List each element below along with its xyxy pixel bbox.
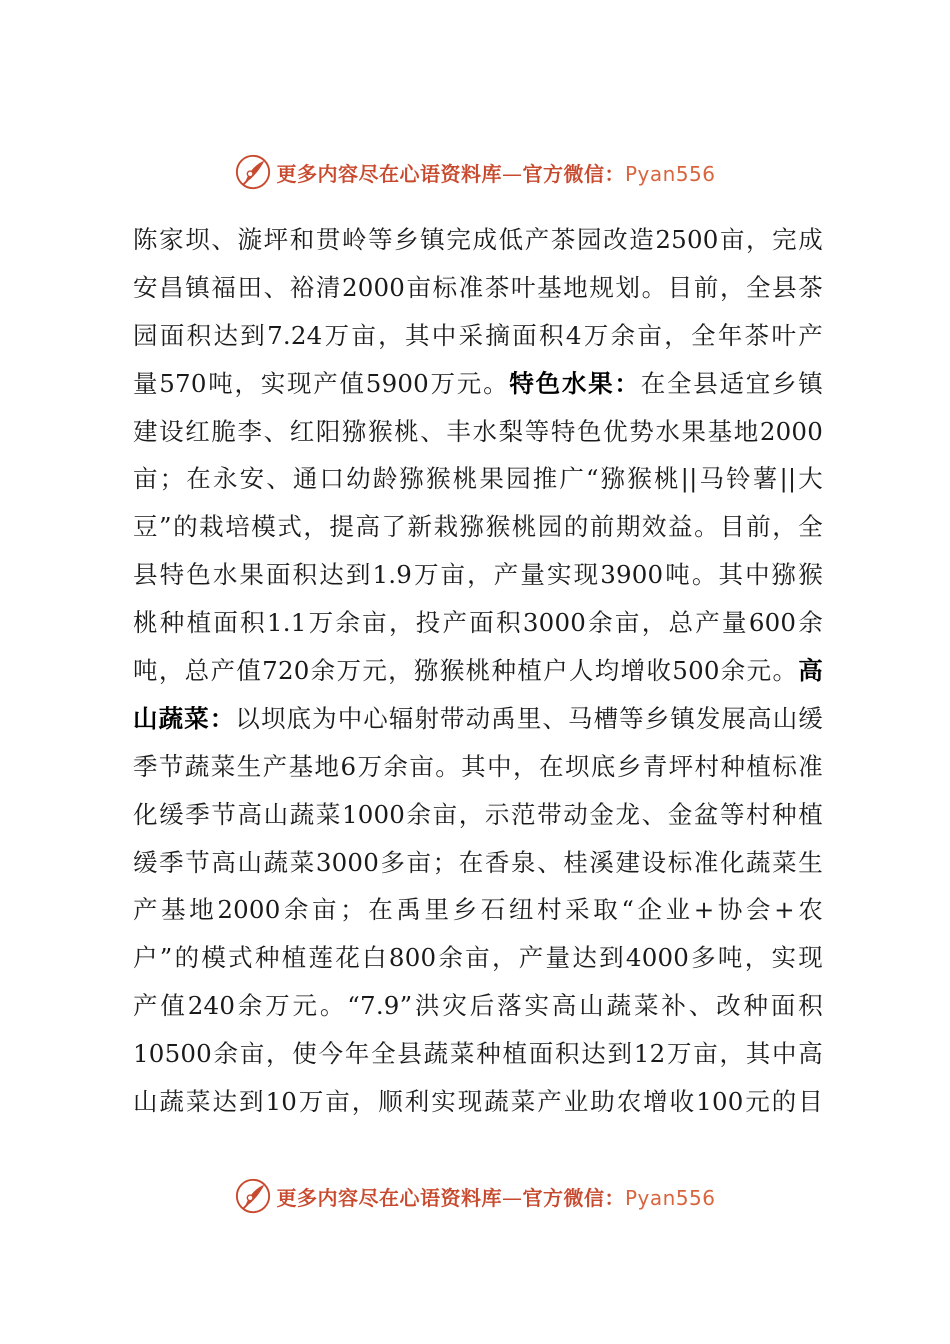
watermark-text-bottom xyxy=(276,1182,715,1211)
body-line: 户”的模式种植莲花白800余亩，产量达到4000多吨，实现 xyxy=(133,943,823,973)
watermark-wechat-id: Pyan556 xyxy=(624,161,716,186)
watermark-wechat-label: 官方微信： xyxy=(522,1185,625,1210)
body-line: 10500余亩，使今年全县蔬菜种植面积达到12万亩，其中高 xyxy=(133,1039,823,1069)
watermark-dash: — xyxy=(501,161,523,186)
watermark-text-top xyxy=(276,158,715,187)
watermark-wechat-id: Pyan556 xyxy=(624,1185,716,1210)
feather-pen-circle-icon xyxy=(234,153,272,191)
watermark-banner-top xyxy=(0,152,950,192)
body-line: 县特色水果面积达到1.9万亩，产量实现3900吨。其中猕猴 xyxy=(133,560,823,590)
section-heading-fruit: 特色水果： xyxy=(509,368,641,398)
body-line: 吨，总产值720余万元，猕猴桃种植户人均增收500余元。高 xyxy=(133,656,823,686)
body-line: 桃种植面积1.1万余亩，投产面积3000余亩，总产量600余 xyxy=(133,608,823,638)
body-line: 建设红脆李、红阳猕猴桃、丰水梨等特色优势水果基地2000 xyxy=(133,416,823,446)
body-line: 产值240余万元。“7.9”洪灾后落实高山蔬菜补、改种面积 xyxy=(133,991,823,1021)
body-line: 安昌镇福田、裕清2000亩标准茶叶基地规划。目前，全县茶 xyxy=(133,272,823,302)
body-line: 山蔬菜：以坝底为中心辐射带动禹里、马槽等乡镇发展高山缓 xyxy=(133,703,823,733)
body-line: 化缓季节高山蔬菜1000余亩，示范带动金龙、金盆等村种植 xyxy=(133,799,823,829)
body-line: 量570吨，实现产值5900万元。特色水果：在全县适宜乡镇 xyxy=(133,368,823,398)
watermark-main-text: 更多内容尽在心语资料库 xyxy=(276,1185,502,1210)
section-heading-vegetable-part2: 山蔬菜： xyxy=(133,703,236,733)
body-line: 产基地2000余亩；在禹里乡石纽村采取“企业+协会+农 xyxy=(133,895,823,925)
watermark-banner-bottom xyxy=(0,1176,950,1216)
watermark-wechat-label: 官方微信： xyxy=(522,161,625,186)
body-line: 陈家坝、漩坪和贯岭等乡镇完成低产茶园改造2500亩，完成 xyxy=(133,225,823,254)
section-heading-vegetable-part1: 高 xyxy=(798,656,823,686)
body-line: 缓季节高山蔬菜3000多亩；在香泉、桂溪建设标准化蔬菜生 xyxy=(133,847,823,877)
body-line: 季节蔬菜生产基地6万余亩。其中，在坝底乡青坪村种植标准 xyxy=(133,751,823,781)
watermark-dash: — xyxy=(501,1185,523,1210)
document-body xyxy=(133,216,823,1126)
body-line: 山蔬菜达到10万亩，顺利实现蔬菜产业助农增收100元的目 xyxy=(133,1087,823,1117)
body-line: 豆”的栽培模式，提高了新栽猕猴桃园的前期效益。目前，全 xyxy=(133,512,823,542)
body-line: 亩；在永安、通口幼龄猕猴桃果园推广“猕猴桃||马铃薯||大 xyxy=(133,464,823,494)
watermark-main-text: 更多内容尽在心语资料库 xyxy=(276,161,502,186)
body-line: 园面积达到7.24万亩，其中采摘面积4万余亩，全年茶叶产 xyxy=(133,320,823,350)
feather-pen-circle-icon xyxy=(234,1177,272,1215)
